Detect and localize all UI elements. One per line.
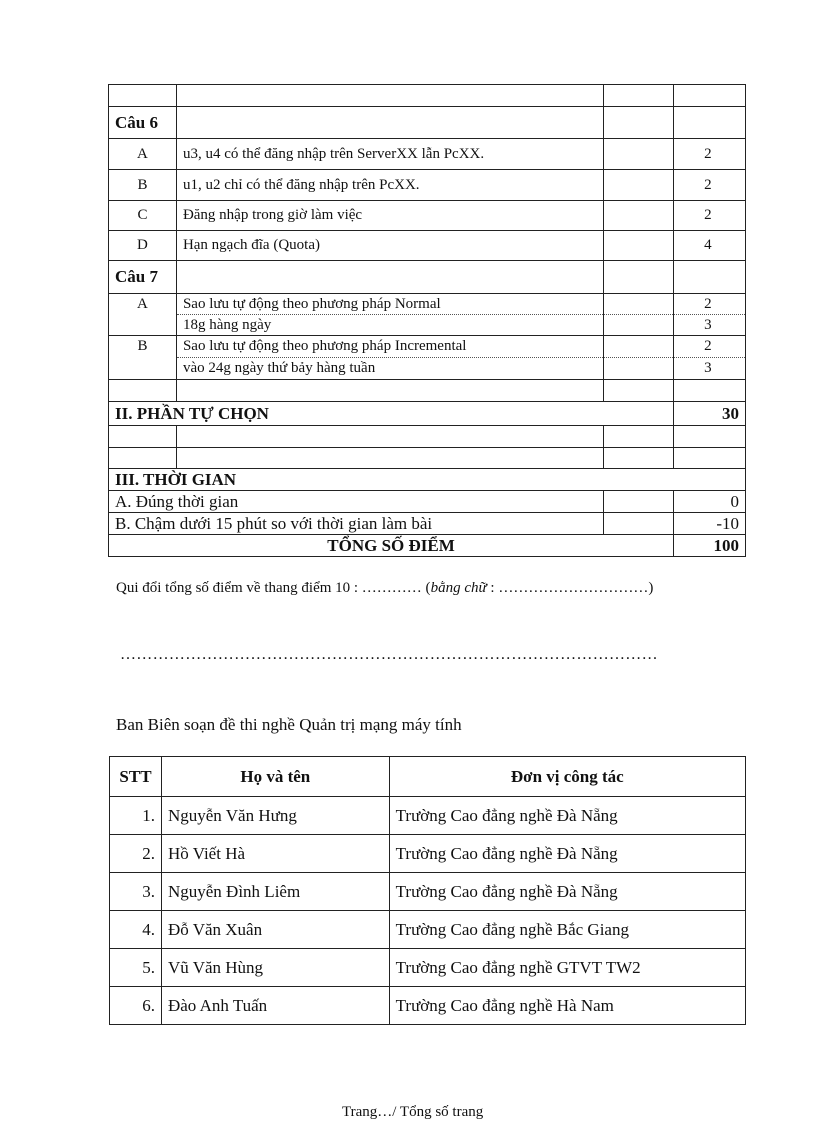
table-row	[110, 987, 746, 1025]
row-stt: 1.	[110, 797, 162, 835]
time-row-text: A. Đúng thời gian	[109, 491, 604, 513]
conversion-tail: : …………………………)	[486, 580, 654, 596]
staff-table	[109, 756, 746, 1025]
table-row	[109, 170, 746, 201]
total-points: 100	[674, 535, 746, 557]
row-unit: Trường Cao đẳng nghề Đà Nẵng	[389, 873, 745, 911]
item-points: 3	[674, 358, 746, 380]
table-row	[109, 315, 746, 336]
item-text: Hạn ngạch đĩa (Quota)	[176, 231, 603, 261]
table-row	[109, 358, 746, 380]
table-row	[109, 426, 746, 448]
row-name: Nguyễn Văn Hưng	[161, 797, 389, 835]
committee-title: Ban Biên soạn đề thi nghề Quản trị mạng máy tính	[116, 715, 462, 734]
header-name: Họ và tên	[161, 757, 389, 797]
table-row	[110, 873, 746, 911]
table-row	[109, 139, 746, 170]
question-7-title: Câu 7	[109, 261, 177, 294]
table-row	[109, 469, 746, 491]
row-unit: Trường Cao đẳng nghề Bắc Giang	[389, 911, 745, 949]
row-stt: 2.	[110, 835, 162, 873]
section-2-title: II. PHẦN TỰ CHỌN	[109, 402, 674, 426]
table-row	[109, 380, 746, 402]
header-unit: Đơn vị công tác	[389, 757, 745, 797]
table-row	[109, 513, 746, 535]
table-row	[109, 85, 746, 107]
conversion-line	[116, 580, 653, 597]
row-stt: 5.	[110, 949, 162, 987]
table-row	[109, 201, 746, 231]
item-label: B	[109, 170, 177, 201]
row-name: Đỗ Văn Xuân	[161, 911, 389, 949]
item-text: Sao lưu tự động theo phương pháp Incremental	[176, 336, 603, 358]
total-label: TỔNG SỐ ĐIỂM	[109, 535, 674, 557]
dotted-line: ………………………………………………………………………………………	[120, 646, 658, 663]
row-stt: 6.	[110, 987, 162, 1025]
item-points: 4	[674, 231, 746, 261]
item-label: D	[109, 231, 177, 261]
row-unit: Trường Cao đẳng nghề Đà Nẵng	[389, 835, 745, 873]
table-row	[109, 491, 746, 513]
item-points: 3	[674, 315, 746, 336]
item-text: 18g hàng ngày	[176, 315, 603, 336]
item-text: Đăng nhập trong giờ làm việc	[176, 201, 603, 231]
table-row	[109, 448, 746, 469]
table-header-row	[110, 757, 746, 797]
table-row	[109, 336, 746, 358]
item-points: 2	[674, 201, 746, 231]
question-6-title: Câu 6	[109, 107, 177, 139]
score-table	[108, 84, 746, 557]
item-label: A	[109, 294, 177, 336]
time-row-text: B. Chậm dưới 15 phút so với thời gian làm bài	[109, 513, 604, 535]
table-row	[109, 402, 746, 426]
table-row	[109, 261, 746, 294]
table-row	[110, 949, 746, 987]
table-row	[109, 294, 746, 315]
conversion-italic: bằng chữ	[430, 580, 487, 596]
table-row	[110, 797, 746, 835]
row-name: Đào Anh Tuấn	[161, 987, 389, 1025]
item-text: Sao lưu tự động theo phương pháp Normal	[176, 294, 603, 315]
item-label: C	[109, 201, 177, 231]
item-text: u1, u2 chỉ có thể đăng nhập trên PcXX.	[176, 170, 603, 201]
time-row-points: -10	[674, 513, 746, 535]
header-stt: STT	[110, 757, 162, 797]
item-label: B	[109, 336, 177, 380]
row-stt: 3.	[110, 873, 162, 911]
row-stt: 4.	[110, 911, 162, 949]
item-points: 2	[674, 336, 746, 358]
table-row	[109, 535, 746, 557]
row-name: Nguyễn Đình Liêm	[161, 873, 389, 911]
item-text: u3, u4 có thể đăng nhập trên ServerXX lẫn PcXX.	[176, 139, 603, 170]
page-footer: Trang…/ Tổng số trang	[342, 1104, 484, 1120]
conversion-text: Qui đổi tổng số điểm về thang điểm 10 : ………… (	[116, 580, 431, 596]
row-unit: Trường Cao đẳng nghề Hà Nam	[389, 987, 745, 1025]
row-name: Vũ Văn Hùng	[161, 949, 389, 987]
row-unit: Trường Cao đẳng nghề Đà Nẵng	[389, 797, 745, 835]
row-name: Hồ Viết Hà	[161, 835, 389, 873]
item-points: 2	[674, 170, 746, 201]
table-row	[110, 911, 746, 949]
section-2-points: 30	[674, 402, 746, 426]
section-3-title: III. THỜI GIAN	[109, 469, 746, 491]
item-points: 2	[674, 139, 746, 170]
item-text: vào 24g ngày thứ bảy hàng tuần	[176, 358, 603, 380]
table-row	[109, 231, 746, 261]
item-label: A	[109, 139, 177, 170]
row-unit: Trường Cao đẳng nghề GTVT TW2	[389, 949, 745, 987]
time-row-points: 0	[674, 491, 746, 513]
table-row	[109, 107, 746, 139]
item-points: 2	[674, 294, 746, 315]
table-row	[110, 835, 746, 873]
